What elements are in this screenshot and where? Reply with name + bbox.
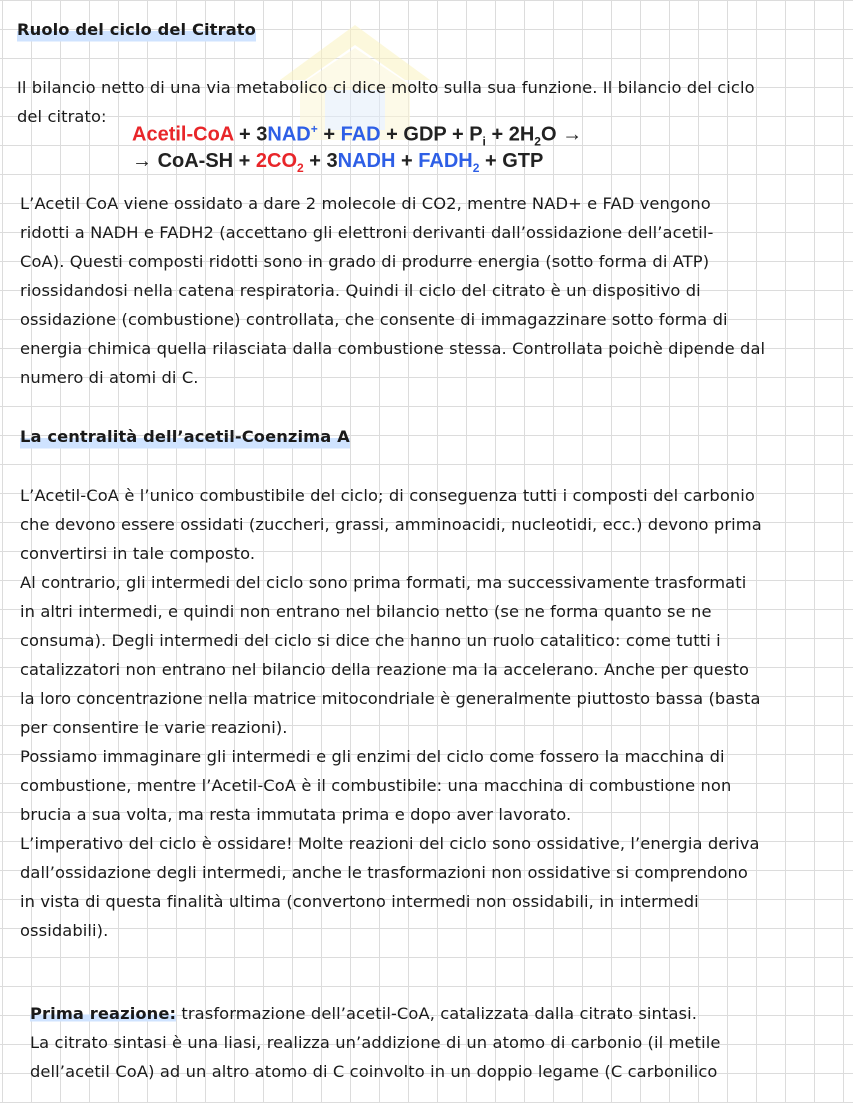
text-line: dall’ossidazione degli intermedi, anche le trasformazioni non ossidative si comprendono xyxy=(20,863,748,882)
intro-line: Il bilancio netto di una via metabolico ci dice molto sulla sua funzione. Il bilancio del ciclo xyxy=(17,78,755,97)
prima-reazione-text: trasformazione dell’acetil-CoA, catalizzata dalla citrato sintasi. xyxy=(176,1004,698,1023)
eq-fadh2: FADH xyxy=(418,150,473,172)
eq-nadh: NADH xyxy=(337,150,396,172)
eq-water: 2H xyxy=(508,123,535,146)
text-line: la loro concentrazione nella matrice mitocondriale è generalmente piuttosto bassa (basta xyxy=(20,689,761,708)
text-line: energia chimica quella rilasciata dalla combustione stessa. Controllata poichè dipende dal xyxy=(20,339,766,358)
text-line: in altri intermedi, e quindi non entrano nel bilancio netto (se ne forma quanto se ne xyxy=(20,602,712,621)
text-line: L’Acetil CoA viene ossidato a dare 2 molecole di CO2, mentre NAD+ e FAD vengono xyxy=(20,194,711,213)
equation-line-2: → $CoA-SH + 2CO_2$ + 3NADH + $FADH_2$ + GTP xyxy=(132,150,544,175)
text-line: ossidabili). xyxy=(20,921,109,940)
text-line: in vista di questa finalità ultima (convertono intermedi non ossidabili, in intermedi xyxy=(20,892,699,911)
eq-co2: 2CO xyxy=(255,150,298,172)
text-line: per consentire le varie reazioni). xyxy=(20,718,288,737)
paragraph-centralita xyxy=(20,481,850,945)
eq-nad: NAD xyxy=(267,123,311,146)
text-line: ridotti a NADH e FADH2 (accettano gli elettroni derivanti dall’ossidazione dell’acetil- xyxy=(20,223,714,242)
prima-reazione-line xyxy=(30,999,697,1028)
text-line: La citrato sintasi è una liasi, realizza un’addizione di un atomo di carbonio (il metile xyxy=(30,1033,721,1052)
text-line: combustione, mentre l’Acetil-CoA è il combustibile: una macchina di combustione non xyxy=(20,776,732,795)
eq-coa-sh: CoA-SH xyxy=(157,150,234,172)
text-line: Possiamo immaginare gli intermedi e gli enzimi del ciclo come fossero la macchina di xyxy=(20,747,725,766)
text-line: numero di atomi di C. xyxy=(20,368,199,387)
text-line: che devono essere ossidati (zuccheri, grassi, amminoacidi, nucleotidi, ecc.) devono prima xyxy=(20,515,762,534)
text-line: brucia a sua volta, ma resta immutata prima e dopo aver lavorato. xyxy=(20,805,572,824)
intro-line: del citrato: xyxy=(17,107,107,126)
eq-arrow-icon: → xyxy=(562,123,583,146)
eq-acetyl-coa: Acetil-CoA xyxy=(132,123,234,146)
text-line: Al contrario, gli intermedi del ciclo sono prima formati, ma successivamente trasformati xyxy=(20,573,747,592)
paragraph-bilancio xyxy=(20,189,850,392)
eq-pi: P xyxy=(469,123,483,146)
equation-line-1: Acetil-CoA + 3NAD+ + FAD + GDP + $P_i + 2H_2O$ → xyxy=(132,122,583,149)
paragraph-citrato-sintasi xyxy=(30,1028,853,1086)
eq-gdp: GDP xyxy=(403,123,447,146)
text-line: ossidazione (combustione) controllata, che consente di immagazzinare sotto forma di xyxy=(20,310,728,329)
eq-arrow-icon: → xyxy=(132,150,152,172)
section-heading-centralita: La centralità dell’acetil-Coenzima A xyxy=(20,422,350,451)
text-line: catalizzatori non entrano nel bilancio della reazione ma la accelerano. Anche per questo xyxy=(20,660,750,679)
eq-fad: FAD xyxy=(340,123,381,146)
text-line: riossidandosi nella catena respiratoria. Quindi il ciclo del citrato è un dispositivo di xyxy=(20,281,701,300)
text-line: CoA). Questi composti ridotti sono in grado di produrre energia (sotto forma di ATP) xyxy=(20,252,710,271)
eq-gtp: GTP xyxy=(502,150,544,172)
section-heading-ruolo: Ruolo del ciclo del Citrato xyxy=(17,15,256,44)
text-line: L’Acetil-CoA è l’unico combustibile del ciclo; di conseguenza tutti i composti del carbonio xyxy=(20,486,755,505)
text-line: convertirsi in tale composto. xyxy=(20,544,256,563)
prima-reazione-label: Prima reazione: xyxy=(30,1004,177,1023)
text-line: consuma). Degli intermedi del ciclo si dice che hanno un ruolo catalitico: come tutti i xyxy=(20,631,721,650)
text-line: L’imperativo del ciclo è ossidare! Molte reazioni del ciclo sono ossidative, l’energia deriva xyxy=(20,834,760,853)
text-line: dell’acetil CoA) ad un altro atomo di C coinvolto in un doppio legame (C carbonilico xyxy=(30,1062,718,1081)
